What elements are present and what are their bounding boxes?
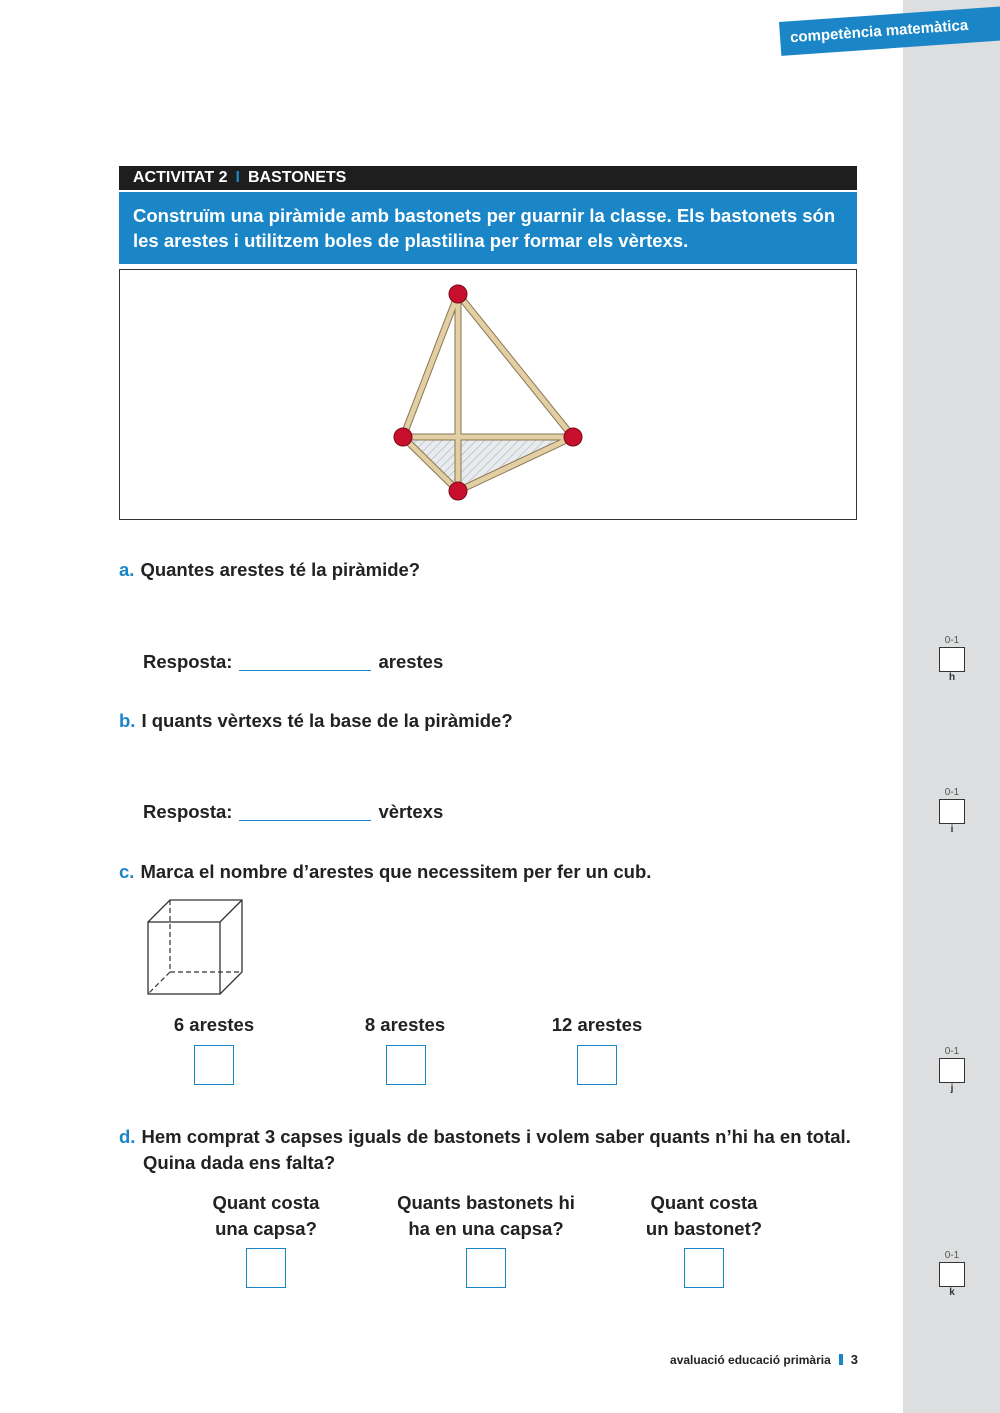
- question-letter: d.: [119, 1126, 136, 1147]
- option-line: un bastonet?: [645, 1218, 763, 1239]
- score-range: 0-1: [944, 635, 960, 646]
- pyramid-figure: [119, 269, 857, 520]
- option-sticks-per-box-label: [381, 1190, 591, 1242]
- option-12-label: 12 arestes: [551, 1014, 643, 1035]
- score-box[interactable]: [939, 799, 965, 824]
- score-code: j: [950, 1083, 954, 1094]
- score-range: 0-1: [944, 787, 960, 798]
- option-line: ha en una capsa?: [408, 1218, 564, 1239]
- footer-divider: [839, 1354, 843, 1365]
- grading-sidebar: [903, 0, 1000, 1413]
- competence-tag: competència matemàtica: [779, 7, 1000, 56]
- option-sticks-per-box-checkbox[interactable]: [466, 1248, 506, 1288]
- option-6-label: 6 arestes: [173, 1014, 255, 1035]
- footer-text: avaluació educació primària: [670, 1353, 831, 1367]
- option-line: Quant costa: [650, 1192, 758, 1213]
- page-footer: [560, 1352, 858, 1367]
- answer-prefix: Resposta:: [143, 651, 233, 672]
- question-text: Quantes arestes té la piràmide?: [140, 559, 421, 580]
- answer-b-blank[interactable]: [239, 801, 371, 821]
- page-number: 3: [850, 1352, 858, 1367]
- question-text: Marca el nombre d’arestes que necessitem per fer un cub.: [140, 861, 652, 882]
- question-b: [119, 708, 513, 734]
- answer-prefix: Resposta:: [143, 801, 233, 822]
- score-k: [938, 1250, 966, 1298]
- option-price-stick-label: [624, 1190, 784, 1242]
- score-i: [938, 787, 966, 835]
- option-6-checkbox[interactable]: [194, 1045, 234, 1085]
- option-price-stick-checkbox[interactable]: [684, 1248, 724, 1288]
- question-text-line1: Hem comprat 3 capses iguals de bastonets i volem saber quants n’hi ha en total.: [141, 1126, 851, 1147]
- activity-intro: Construïm una piràmide amb bastonets per guarnir la classe. Els bastonets són les arestes i utilitzem boles de plastilina per formar els vèrtexs.: [119, 192, 857, 264]
- title-separator: I: [235, 169, 240, 186]
- question-letter: b.: [119, 710, 136, 731]
- activity-number: ACTIVITAT 2: [133, 169, 228, 186]
- option-price-box-checkbox[interactable]: [246, 1248, 286, 1288]
- score-box[interactable]: [939, 1262, 965, 1287]
- question-d: [119, 1124, 851, 1176]
- score-j: [938, 1046, 966, 1094]
- question-text: I quants vèrtexs té la base de la piràmide?: [141, 710, 513, 731]
- score-range: 0-1: [944, 1250, 960, 1261]
- option-12-checkbox[interactable]: [577, 1045, 617, 1085]
- question-c: [119, 859, 651, 885]
- option-price-box-label: [186, 1190, 346, 1242]
- score-box[interactable]: [939, 647, 965, 672]
- option-line: Quants bastonets hi: [397, 1192, 575, 1213]
- cube-illustration: [145, 897, 245, 997]
- activity-title-bar: [119, 166, 857, 190]
- question-letter: c.: [119, 861, 135, 882]
- pyramid-illustration: [120, 270, 858, 521]
- question-a: [119, 557, 420, 583]
- score-range: 0-1: [944, 1046, 960, 1057]
- answer-a: [143, 651, 443, 673]
- answer-suffix: vèrtexs: [378, 801, 444, 822]
- question-letter: a.: [119, 559, 135, 580]
- score-code: h: [948, 672, 956, 683]
- score-h: [938, 635, 966, 683]
- answer-suffix: arestes: [378, 651, 444, 672]
- option-line: una capsa?: [215, 1218, 317, 1239]
- activity-name: BASTONETS: [247, 169, 347, 186]
- answer-b: [143, 801, 443, 823]
- option-8-label: 8 arestes: [364, 1014, 446, 1035]
- option-line: Quant costa: [212, 1192, 320, 1213]
- answer-a-blank[interactable]: [239, 651, 371, 671]
- question-text-line2: Quina dada ens falta?: [143, 1152, 336, 1173]
- score-code: i: [950, 824, 954, 835]
- option-8-checkbox[interactable]: [386, 1045, 426, 1085]
- score-code: k: [949, 1287, 955, 1298]
- score-box[interactable]: [939, 1058, 965, 1083]
